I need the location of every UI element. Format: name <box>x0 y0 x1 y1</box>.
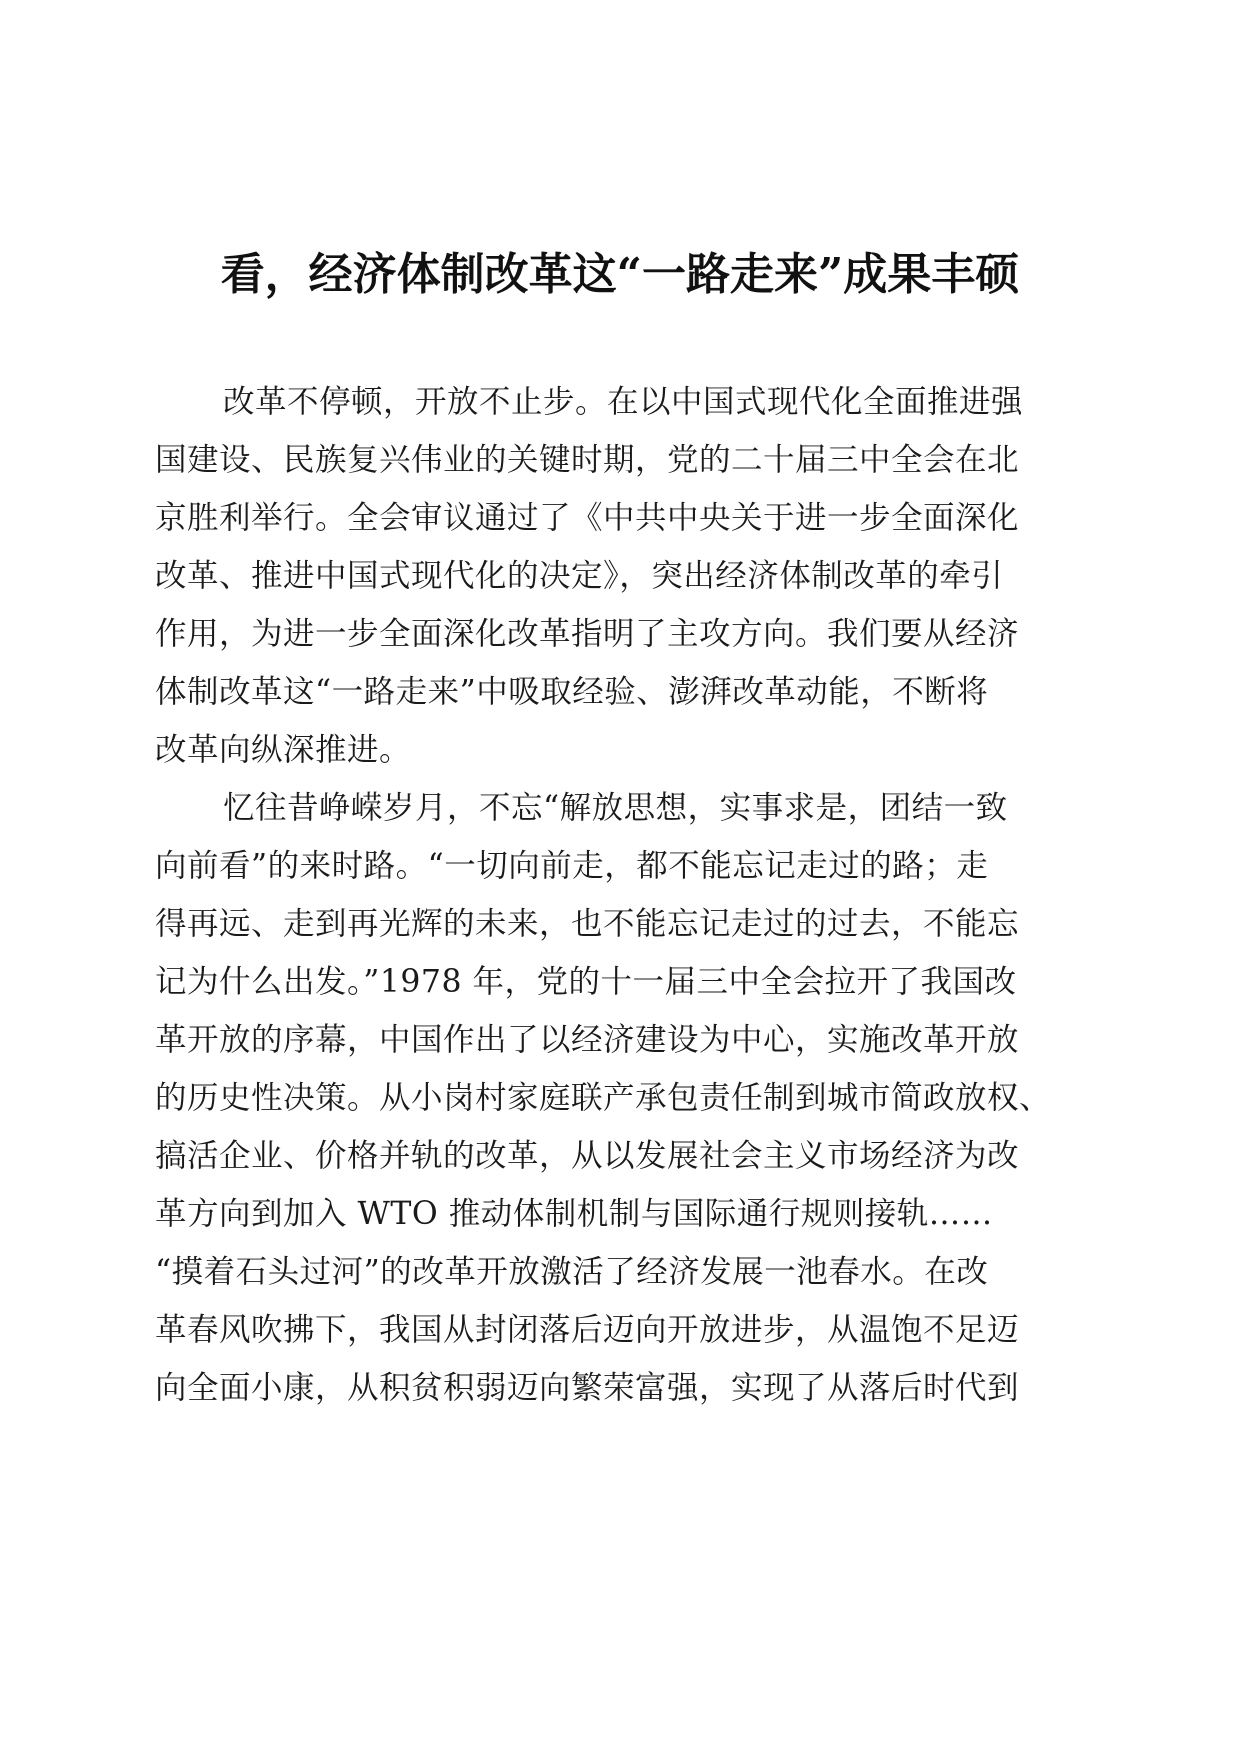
document-title: 看，经济体制改革这“一路走来”成果丰硕 <box>220 249 1020 300</box>
paragraph-line: 改革不停顿，开放不止步。在以中国式现代化全面推进强 <box>223 384 1024 420</box>
paragraph-line: 革春风吹拂下，我国从封闭落后迈向开放进步，从温饱不足迈 <box>155 1312 1020 1348</box>
paragraph-line: 京胜利举行。全会审议通过了《中共中央关于进一步全面深化 <box>155 500 1020 536</box>
paragraph-line: 向全面小康，从积贫积弱迈向繁荣富强，实现了从落后时代到 <box>155 1370 1020 1406</box>
paragraph-line: 的历史性决策。从小岗村家庭联产承包责任制到城市简政放权、 <box>155 1080 1052 1116</box>
paragraph-line: 改革、推进中国式现代化的决定》，突出经济体制改革的牵引 <box>155 558 1004 594</box>
paragraph-line: 作用，为进一步全面深化改革指明了主攻方向。我们要从经济 <box>155 616 1020 652</box>
paragraph-line: 向前看”的来时路。“一切向前走，都不能忘记走过的路；走 <box>155 848 989 884</box>
paragraph-line: 体制改革这“一路走来”中吸取经验、澎湃改革动能，不断将 <box>155 674 989 710</box>
paragraph-line: 改革向纵深推进。 <box>155 732 412 768</box>
paragraph-line: 革方向到加入 WTO 推动体制机制与国际通行规则接轨…… <box>155 1196 993 1232</box>
paragraph-line: 得再远、走到再光辉的未来，也不能忘记走过的过去，不能忘 <box>155 906 1020 942</box>
paragraph-line: 记为什么出发。”1978 年，党的十一届三中全会拉开了我国改 <box>155 964 1017 1000</box>
paragraph-line: “摸着石头过河”的改革开放激活了经济发展一池春水。在改 <box>155 1254 989 1290</box>
paragraph-line: 忆往昔峥嵘岁月，不忘“解放思想，实事求是，团结一致 <box>223 790 1008 826</box>
paragraph-line: 革开放的序幕，中国作出了以经济建设为中心，实施改革开放 <box>155 1022 1020 1058</box>
paragraph-line: 搞活企业、价格并轨的改革，从以发展社会主义市场经济为改 <box>155 1138 1020 1174</box>
paragraph-line: 国建设、民族复兴伟业的关键时期，党的二十届三中全会在北 <box>155 442 1020 478</box>
